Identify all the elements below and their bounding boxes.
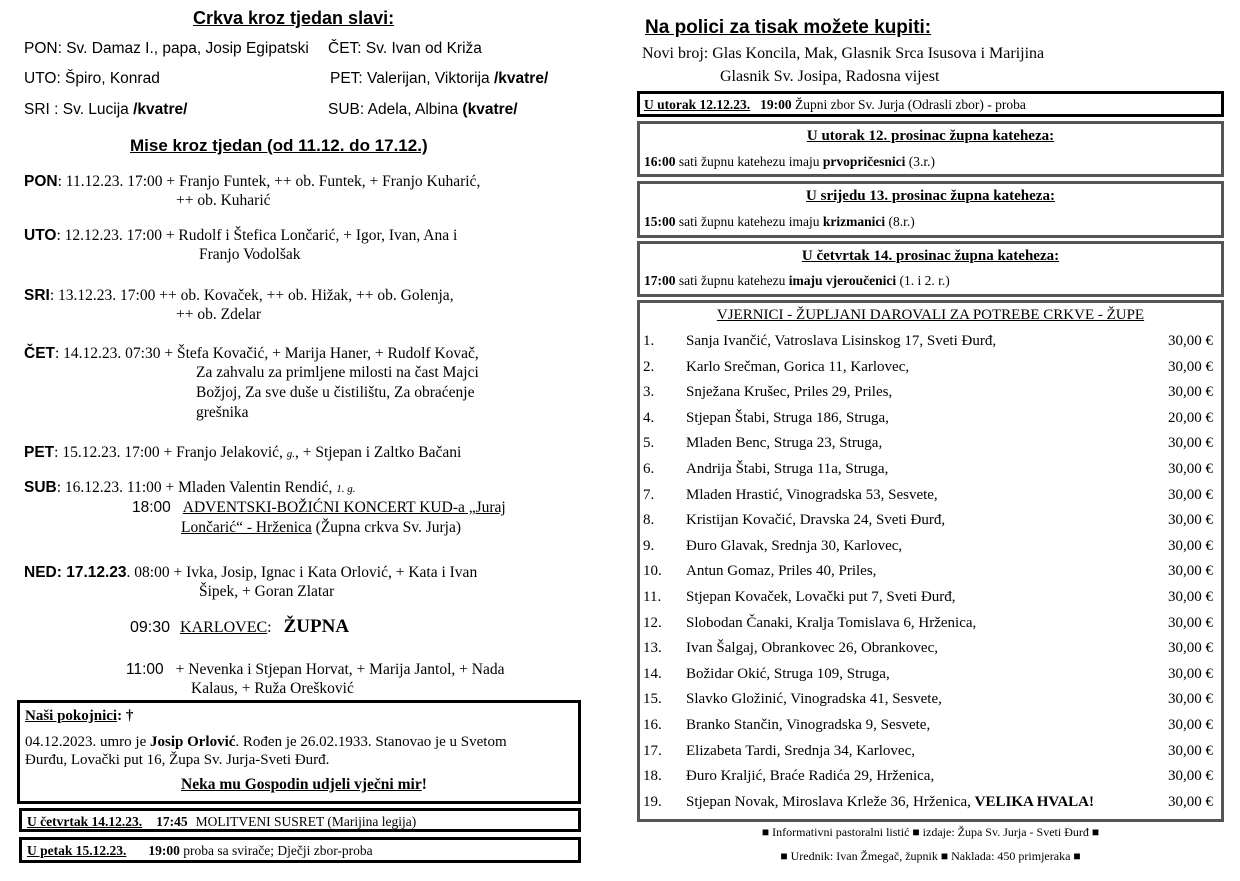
donation-donor: Slobodan Čanaki, Kralja Tomislava 6, Hrženica, bbox=[686, 614, 977, 631]
donation-number: 9. bbox=[643, 537, 655, 554]
donation-number: 18. bbox=[643, 768, 662, 785]
donation-amount: 30,00 € bbox=[1168, 537, 1213, 554]
donation-row bbox=[643, 333, 1213, 358]
donation-donor: Stjepan Novak, Miroslava Krleže 36, Hrženica, VELIKA HVALA! bbox=[686, 793, 1094, 810]
donation-amount: 30,00 € bbox=[1168, 461, 1213, 477]
mass-tue: UTO: 12.12.23. 17:00 + Rudolf i Štefica Lončarić, + Igor, Ivan, Ana i bbox=[24, 227, 458, 244]
donation-amount: 30,00 € bbox=[1168, 512, 1213, 529]
saints-title: Crkva kroz tjedan slavi: bbox=[193, 8, 395, 28]
donation-row bbox=[643, 512, 1213, 537]
mass-sun-2: Šipek, + Goran Zlatar bbox=[199, 583, 335, 600]
catechesis-text-1: 16:00 sati župnu katehezu imaju prvopričesnici (3.r.) bbox=[644, 154, 935, 169]
donation-row bbox=[643, 615, 1213, 640]
donation-number: 11. bbox=[643, 589, 662, 605]
catechesis-text-2: 15:00 sati župnu katehezu imaju krizmanici (8.r.) bbox=[644, 214, 915, 229]
donation-number: 14. bbox=[643, 665, 662, 682]
donation-donor: Mladen Hrastić, Vinogradska 53, Sesvete, bbox=[686, 486, 938, 503]
donation-row bbox=[643, 589, 1213, 614]
saint-thu: ČET: Sv. Ivan od Križa bbox=[328, 40, 482, 57]
donation-donor: Branko Stančin, Vinogradska 9, Sesvete, bbox=[686, 717, 931, 733]
saint-wed: SRI : Sv. Lucija /kvatre/ bbox=[24, 101, 188, 118]
donation-amount: 30,00 € bbox=[1168, 691, 1213, 708]
donation-number: 17. bbox=[643, 742, 662, 759]
donation-amount: 30,00 € bbox=[1168, 793, 1213, 810]
donation-number: 1. bbox=[643, 333, 655, 349]
donation-row bbox=[643, 563, 1213, 588]
donation-amount: 30,00 € bbox=[1168, 768, 1213, 785]
donation-donor: Elizabeta Tardi, Srednja 34, Karlovec, bbox=[686, 742, 915, 759]
mass-sat-3: Lončarić“ - Hrženica (Župna crkva Sv. Jurja) bbox=[181, 519, 462, 536]
donation-number: 7. bbox=[643, 486, 655, 503]
mass-wed-2: ++ ob. Zdelar bbox=[176, 306, 262, 323]
donation-donor: Kristijan Kovačić, Dravska 24, Sveti Đurđ, bbox=[686, 512, 946, 529]
donation-donor: Ivan Šalgaj, Obrankovec 26, Obrankovec, bbox=[686, 640, 938, 657]
catechesis-title-2: U srijedu 13. prosinac župna kateheza: bbox=[806, 188, 1055, 204]
donation-number: 15. bbox=[643, 691, 662, 708]
donation-row bbox=[643, 666, 1213, 691]
donation-donor: Mladen Benc, Struga 23, Struga, bbox=[686, 435, 883, 452]
donation-row bbox=[643, 384, 1213, 409]
donation-amount: 30,00 € bbox=[1168, 486, 1213, 503]
donation-amount: 30,00 € bbox=[1168, 614, 1213, 631]
deceased-text: 04.12.2023. umro je Josip Orlović. Rođen je 26.02.1933. Stanovao je u Svetom bbox=[25, 734, 507, 750]
donation-row bbox=[643, 691, 1213, 716]
donation-row bbox=[643, 640, 1213, 665]
donation-amount: 30,00 € bbox=[1168, 333, 1213, 349]
donation-row bbox=[643, 359, 1213, 384]
donation-row bbox=[643, 487, 1213, 512]
mass-sat: SUB: 16.12.23. 11:00 + Mladen Valentin Rendić, 1. g. bbox=[24, 479, 356, 496]
mass-sun-1100: 11:00 + Nevenka i Stjepan Horvat, + Marija Jantol, + Nada bbox=[126, 661, 505, 678]
mass-tue-2: Franjo Vodolšak bbox=[199, 246, 301, 263]
press-line-2: Glasnik Sv. Josipa, Radosna vijest bbox=[720, 68, 940, 85]
catechesis-title-3: U četvrtak 14. prosinac župna kateheza: bbox=[801, 248, 1060, 264]
donation-row bbox=[643, 435, 1213, 460]
donation-row bbox=[643, 461, 1213, 486]
saint-mon: PON: Sv. Damaz I., papa, Josip Egipatski bbox=[24, 40, 309, 57]
donation-donor: Slavko Gložinić, Vinogradska 41, Sesvete, bbox=[686, 691, 942, 708]
press-line-1: Novi broj: Glas Koncila, Mak, Glasnik Srca Isusova i Marijina bbox=[642, 45, 1045, 62]
press-title: Na polici za tisak možete kupiti: bbox=[645, 17, 932, 38]
donation-donor: Stjepan Štabi, Struga 186, Struga, bbox=[686, 409, 889, 426]
donation-donor: Sanja Ivančić, Vatroslava Lisinskog 17, Sveti Đurđ, bbox=[686, 333, 997, 349]
donation-number: 6. bbox=[643, 461, 655, 477]
donation-amount: 30,00 € bbox=[1168, 435, 1213, 452]
donation-row bbox=[643, 717, 1213, 742]
donation-amount: 20,00 € bbox=[1168, 409, 1213, 426]
donation-donor: Đuro Kraljić, Braće Radića 29, Hrženica, bbox=[686, 768, 935, 785]
donation-row bbox=[643, 538, 1213, 563]
donation-number: 4. bbox=[643, 409, 655, 426]
mass-thu-3: Božjoj, Za sve duše u čistilištu, Za obraćenje bbox=[196, 384, 475, 401]
footer-line-1: ■ Informativni pastoralni listić ■ izdaje: Župa Sv. Jurja - Sveti Đurđ ■ bbox=[761, 825, 1100, 839]
donation-amount: 30,00 € bbox=[1168, 717, 1213, 733]
donation-row bbox=[643, 768, 1213, 793]
saint-tue: UTO: Špiro, Konrad bbox=[24, 70, 160, 87]
donation-donor: Snježana Krušec, Priles 29, Priles, bbox=[686, 384, 893, 401]
mass-sun-0930: 09:30 KARLOVEC: ŽUPNA bbox=[130, 616, 350, 637]
donation-amount: 30,00 € bbox=[1168, 640, 1213, 657]
donation-amount: 30,00 € bbox=[1168, 358, 1213, 375]
mass-mon-2: ++ ob. Kuharić bbox=[176, 192, 271, 209]
donation-number: 19. bbox=[643, 793, 662, 810]
donation-donor: Božidar Okić, Struga 109, Struga, bbox=[686, 665, 890, 682]
catechesis-title-1: U utorak 12. prosinac župna kateheza: bbox=[806, 128, 1055, 144]
deceased-text-2: Đurđu, Lovački put 16, Župa Sv. Jurja-Sveti Đurđ. bbox=[25, 752, 330, 768]
donation-donor: Antun Gomaz, Priles 40, Priles, bbox=[686, 563, 877, 580]
deceased-heading: Naši pokojnici: † bbox=[25, 708, 134, 724]
mass-mon: PON: 11.12.23. 17:00 + Franjo Funtek, ++ ob. Funtek, + Franjo Kuharić, bbox=[24, 173, 481, 190]
donation-row bbox=[643, 743, 1213, 768]
mass-fri: PET: 15.12.23. 17:00 + Franjo Jelaković, g., + Stjepan i Zaltko Bačani bbox=[24, 444, 462, 461]
saint-sat: SUB: Adela, Albina (kvatre/ bbox=[328, 101, 518, 118]
donation-amount: 30,00 € bbox=[1168, 665, 1213, 682]
donation-number: 10. bbox=[643, 563, 662, 580]
donation-donor: Andrija Štabi, Struga 11a, Struga, bbox=[686, 461, 889, 477]
donation-number: 12. bbox=[643, 614, 662, 631]
donation-thanks: VELIKA HVALA! bbox=[974, 793, 1094, 810]
mass-sun: NED: 17.12.23. 08:00 + Ivka, Josip, Ignac i Kata Orlović, + Kata i Ivan bbox=[24, 564, 478, 581]
mass-thu-4: grešnika bbox=[196, 404, 249, 421]
footer-line-2: ■ Urednik: Ivan Žmegač, župnik ■ Naklada: 450 primjeraka ■ bbox=[780, 849, 1081, 863]
donation-amount: 30,00 € bbox=[1168, 563, 1213, 580]
saint-fri: PET: Valerijan, Viktorija /kvatre/ bbox=[330, 70, 549, 87]
donation-row bbox=[643, 410, 1213, 435]
donation-amount: 30,00 € bbox=[1168, 742, 1213, 759]
notice-thu: U četvrtak 14.12.23. 17:45 MOLITVENI SUSRET (Marijina legija) bbox=[27, 814, 417, 829]
mass-thu: ČET: 14.12.23. 07:30 + Štefa Kovačić, + Marija Haner, + Rudolf Kovač, bbox=[24, 345, 479, 362]
masses-title: Mise kroz tjedan (od 11.12. do 17.12.) bbox=[130, 136, 428, 155]
donation-donor: Karlo Srečman, Gorica 11, Karlovec, bbox=[686, 358, 910, 375]
donation-row bbox=[643, 794, 1213, 819]
donation-donor: Stjepan Kovaček, Lovački put 7, Sveti Đurđ, bbox=[686, 589, 956, 605]
catechesis-text-3: 17:00 sati župnu katehezu imaju vjeroučenici (1. i 2. r.) bbox=[644, 273, 950, 288]
mass-wed: SRI: 13.12.23. 17:00 ++ ob. Kovaček, ++ ob. Hižak, ++ ob. Golenja, bbox=[24, 287, 454, 304]
donations-title: VJERNICI - ŽUPLJANI DAROVALI ZA POTREBE CRKVE - ŽUPE bbox=[716, 307, 1145, 323]
donation-number: 8. bbox=[643, 512, 655, 529]
choir-notice: U utorak 12.12.23. 19:00 Župni zbor Sv. Jurja (Odrasli zbor) - proba bbox=[644, 97, 1026, 112]
donation-number: 5. bbox=[643, 435, 655, 452]
mass-thu-2: Za zahvalu za primljene milosti na čast Majci bbox=[196, 364, 479, 381]
notice-fri: U petak 15.12.23. 19:00 proba sa sviračе; Dječji zbor-proba bbox=[27, 843, 373, 858]
donation-number: 3. bbox=[643, 384, 655, 401]
mass-sun-1100-2: Kalaus, + Ruža Orešković bbox=[191, 680, 354, 697]
donation-number: 13. bbox=[643, 640, 662, 657]
mass-sat-2: 18:00 ADVENTSKI-BOŽIĆNI KONCERT KUD-a „Juraj bbox=[132, 499, 506, 516]
donation-number: 2. bbox=[643, 358, 655, 375]
donation-number: 16. bbox=[643, 717, 662, 733]
deceased-blessing: Neka mu Gospodin udjeli vječni mir! bbox=[181, 776, 427, 793]
donation-amount: 30,00 € bbox=[1168, 384, 1213, 401]
donation-amount: 30,00 € bbox=[1168, 589, 1213, 605]
donation-donor: Đuro Glavak, Srednja 30, Karlovec, bbox=[686, 537, 903, 554]
